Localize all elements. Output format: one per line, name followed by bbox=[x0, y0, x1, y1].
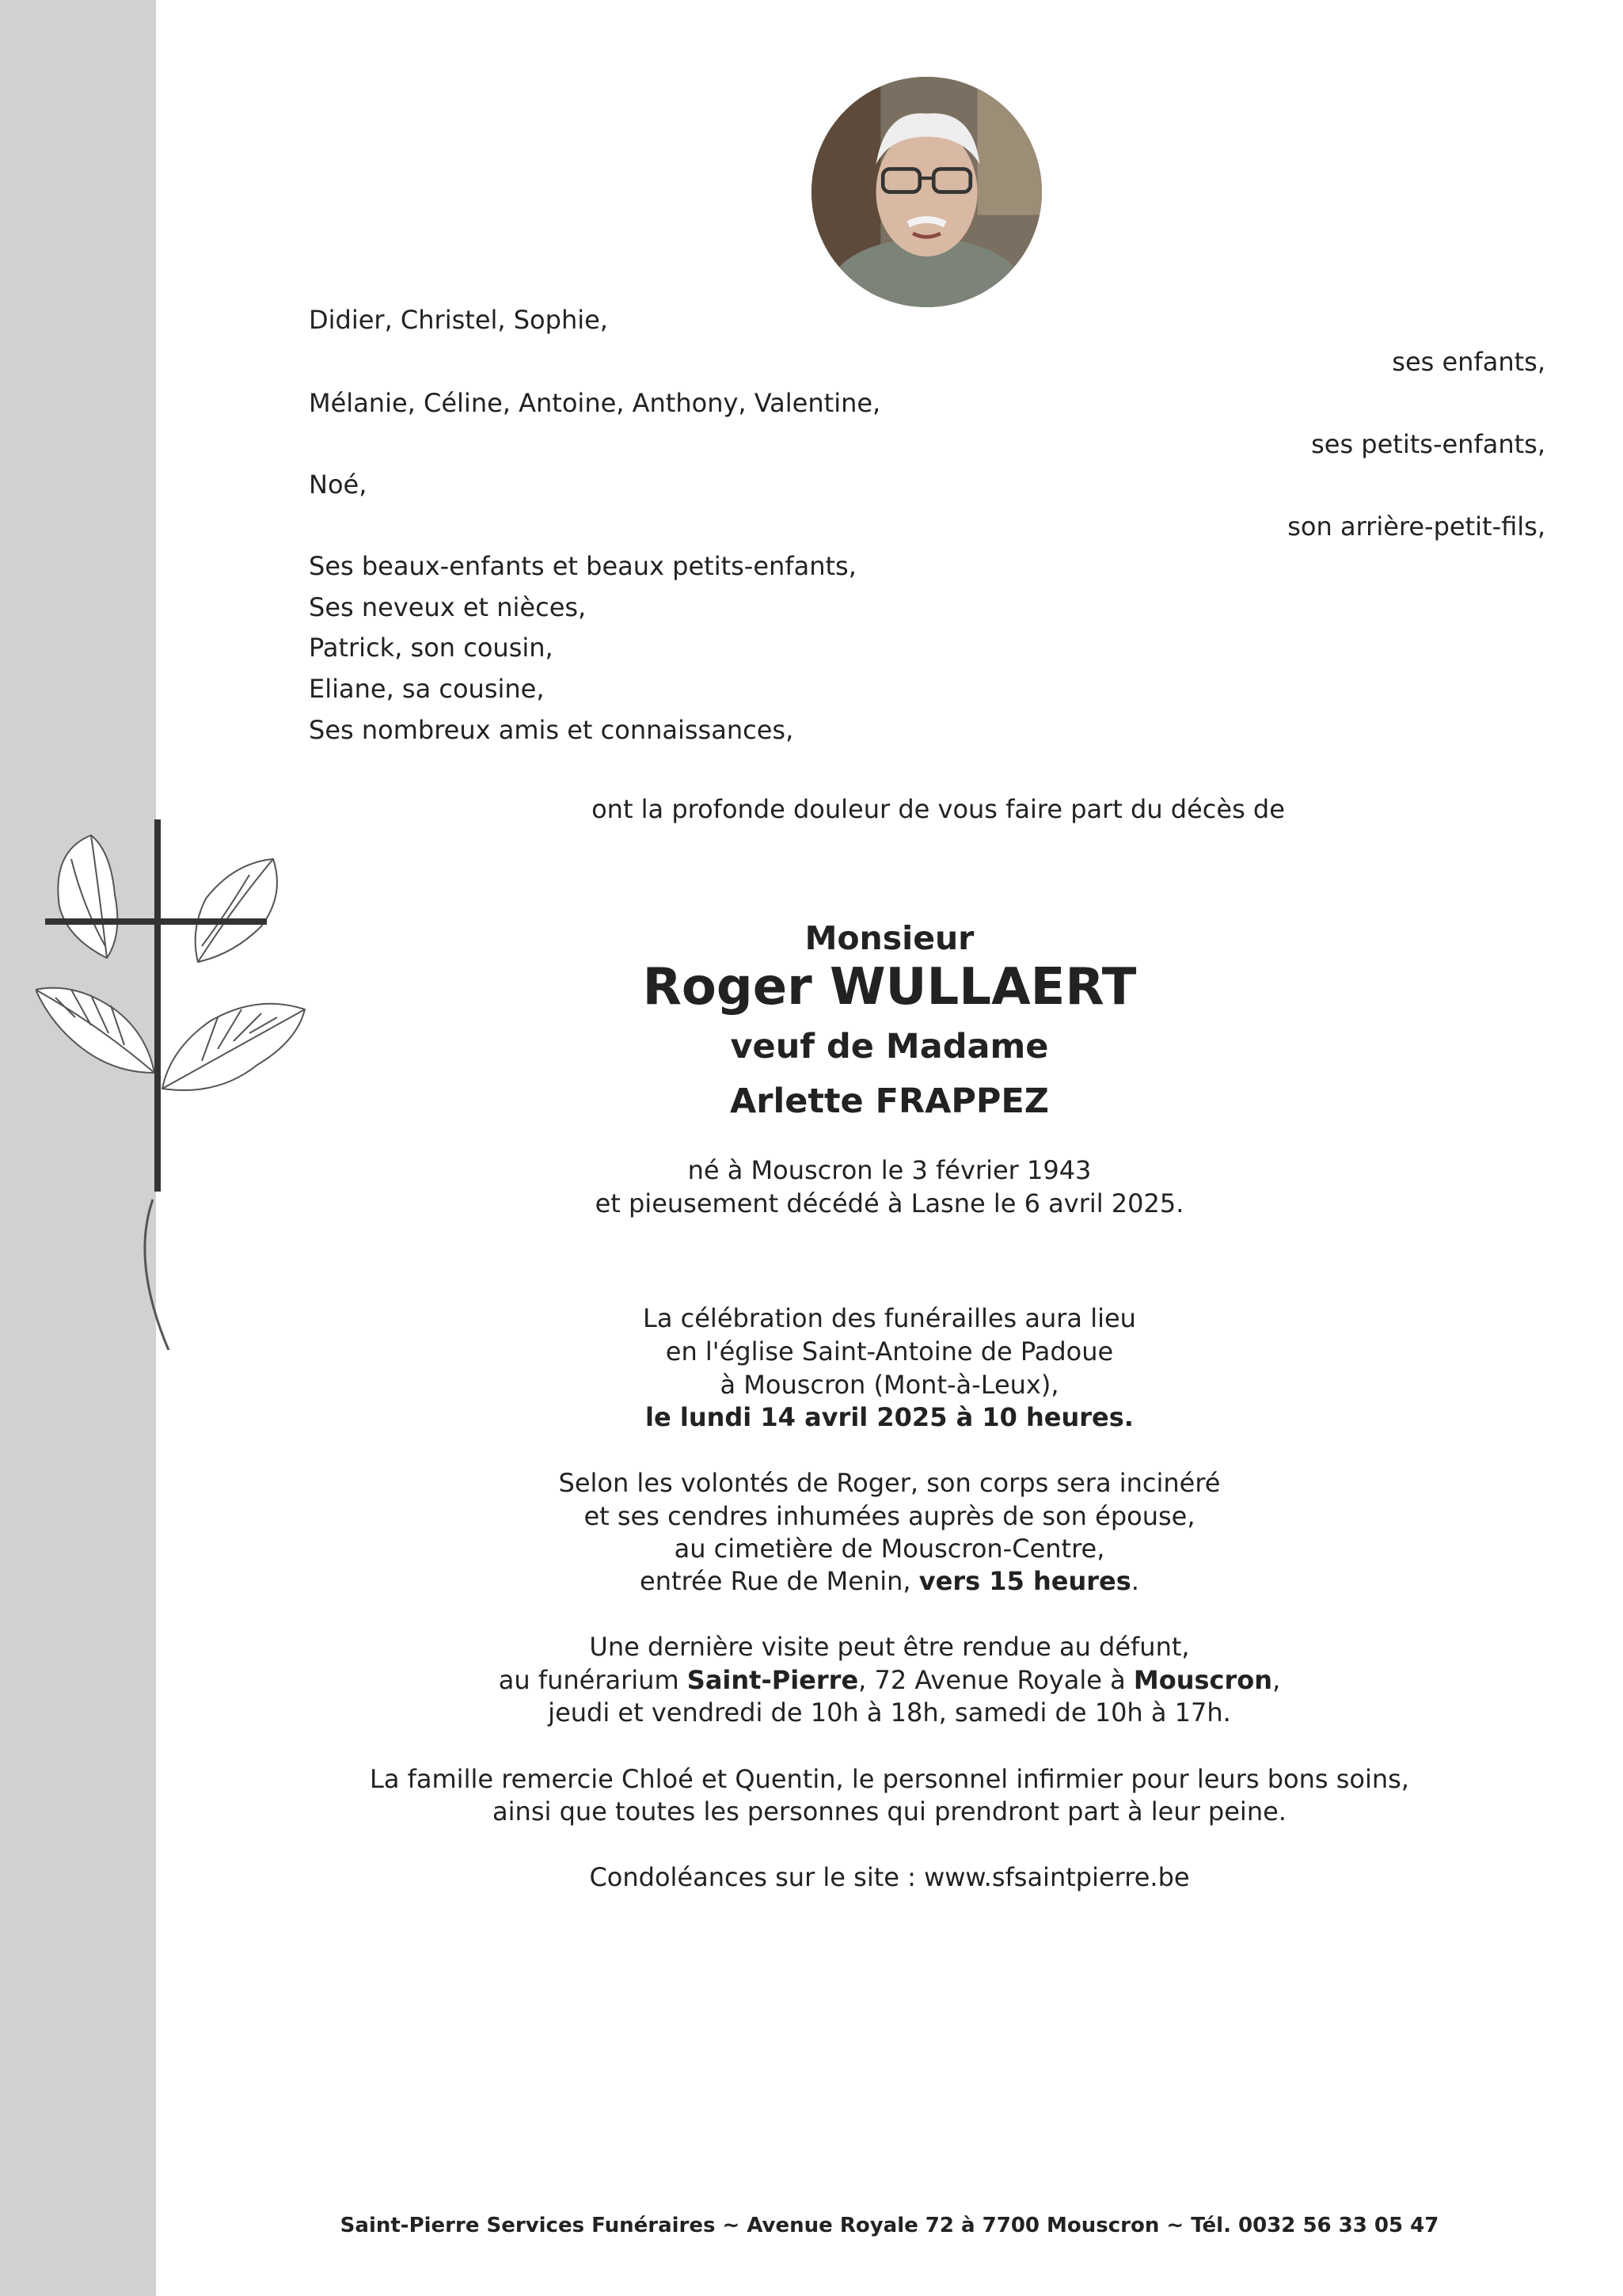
relation-grandchildren: ses petits-enfants, bbox=[1311, 429, 1545, 459]
family-names-children: Didier, Christel, Sophie, bbox=[309, 305, 608, 335]
cremation-line: et ses cendres inhumées auprès de son épouse, bbox=[583, 1501, 1195, 1531]
deceased-salutation: Monsieur bbox=[804, 919, 975, 957]
family-other-line: Eliane, sa cousine, bbox=[309, 674, 545, 704]
funeral-line: à Mouscron (Mont-à-Leux), bbox=[720, 1370, 1059, 1400]
family-other-line: Ses nombreux amis et connaissances, bbox=[309, 715, 794, 745]
birth-line: né à Mouscron le 3 février 1943 bbox=[687, 1155, 1092, 1185]
cremation-entry-line bbox=[156, 1565, 1623, 1598]
cremation-entry-text: entrée Rue de Menin, bbox=[640, 1566, 919, 1596]
cremation-entry-time: vers 15 heures bbox=[918, 1566, 1131, 1596]
family-other-line: Ses neveux et nièces, bbox=[309, 592, 587, 622]
announcement-intro: ont la profonde douleur de vous faire part du décès de bbox=[591, 794, 1285, 824]
family-names-great-grandchild: Noé, bbox=[309, 469, 367, 500]
footer-contact: Saint-Pierre Services Funéraires ~ Avenue Royale 72 à 7700 Mouscron ~ Tél. 0032 56 33 05 47 bbox=[340, 2214, 1439, 2237]
visit-city: Mouscron bbox=[1133, 1665, 1273, 1695]
family-names-grandchildren: Mélanie, Céline, Antoine, Anthony, Valentine, bbox=[309, 388, 881, 418]
widower-of: veuf de Madame bbox=[730, 1027, 1049, 1066]
funeral-line: en l'église Saint-Antoine de Padoue bbox=[665, 1336, 1114, 1367]
thanks-line: La famille remercie Chloé et Quentin, le personnel infirmier pour leurs bons soins, bbox=[370, 1764, 1409, 1794]
condolences-line: Condoléances sur le site : www.sfsaintpierre.be bbox=[589, 1862, 1190, 1892]
cremation-line: Selon les volontés de Roger, son corps sera incinéré bbox=[558, 1468, 1221, 1498]
visit-place: Saint-Pierre bbox=[686, 1665, 859, 1695]
thanks-line: ainsi que toutes les personnes qui prendront part à leur peine. bbox=[492, 1796, 1287, 1827]
relation-great-grandchild: son arrière-petit-fils, bbox=[1287, 511, 1545, 542]
cremation-entry-end: . bbox=[1131, 1566, 1139, 1596]
visit-text: , 72 Avenue Royale à bbox=[858, 1665, 1134, 1695]
cremation-line: au cimetière de Mouscron-Centre, bbox=[674, 1534, 1105, 1564]
funeral-line: La célébration des funérailles aura lieu bbox=[643, 1303, 1136, 1333]
visit-location-line bbox=[156, 1664, 1623, 1697]
spouse-name: Arlette FRAPPEZ bbox=[730, 1081, 1049, 1121]
visit-text: au funérarium bbox=[498, 1665, 687, 1695]
family-other-line: Ses beaux-enfants et beaux petits-enfants, bbox=[309, 551, 857, 581]
visit-hours: jeudi et vendredi de 10h à 18h, samedi de 10h à 17h. bbox=[548, 1697, 1231, 1728]
death-line: et pieusement décédé à Lasne le 6 avril 2025. bbox=[595, 1188, 1184, 1218]
funeral-datetime: le lundi 14 avril 2025 à 10 heures. bbox=[645, 1402, 1134, 1432]
portrait-photo bbox=[812, 77, 1042, 307]
visit-line: Une dernière visite peut être rendue au défunt, bbox=[589, 1632, 1190, 1662]
family-other-line: Patrick, son cousin, bbox=[309, 633, 553, 663]
deceased-name: Roger WULLAERT bbox=[642, 958, 1137, 1017]
relation-children: ses enfants, bbox=[1392, 347, 1545, 377]
visit-text: , bbox=[1272, 1665, 1281, 1695]
